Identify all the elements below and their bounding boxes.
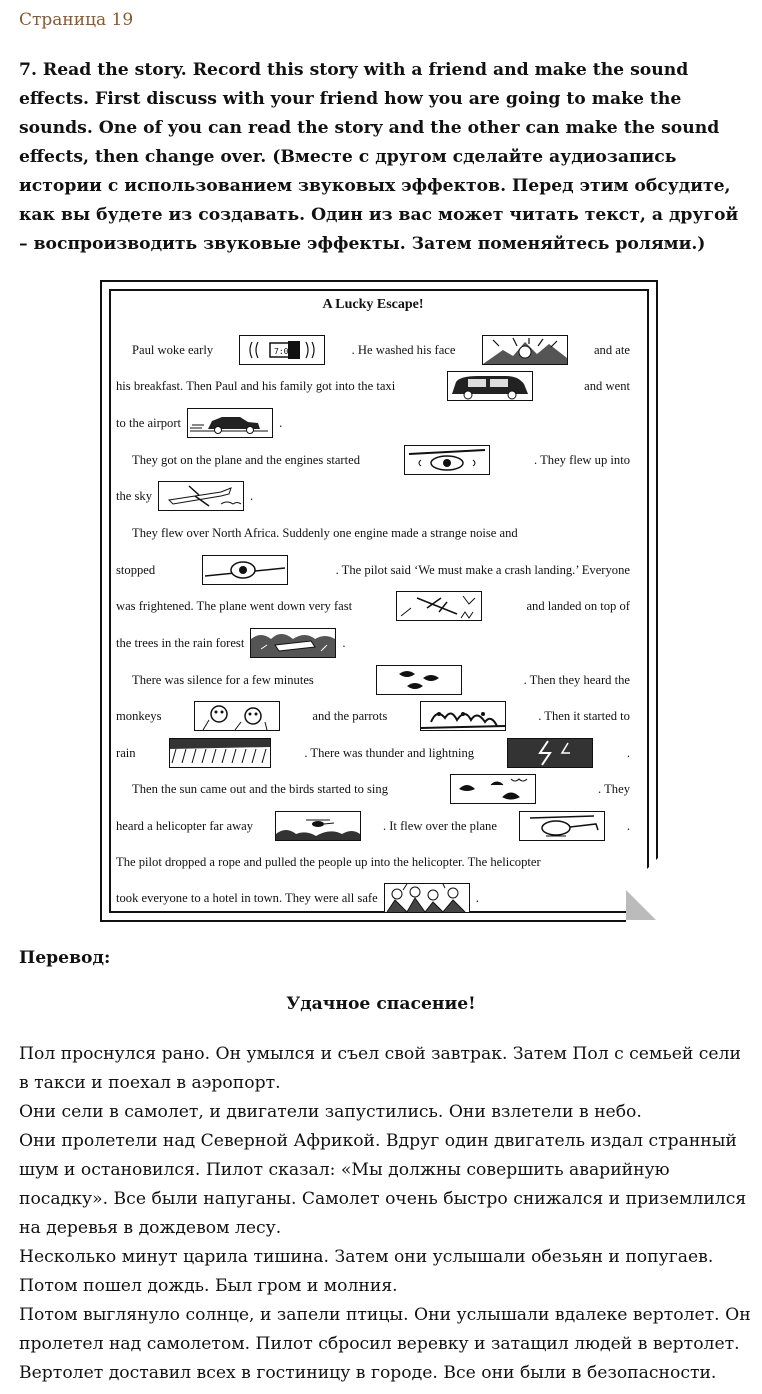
story-text-segment: his breakfast. Then Paul and his family got into the taxi [116,378,396,393]
story-text-segment: stopped [116,562,156,577]
story-line [116,628,630,658]
falling-plane-icon [396,591,482,621]
story-line [116,555,630,585]
translation-title: Удачное спасение! [286,994,476,1014]
crowd-icon [384,883,470,913]
story-text-segment: Paul woke early [132,342,214,357]
story-text-segment: rain [116,745,136,760]
story-line [116,738,630,768]
page-curl-icon [626,890,656,920]
birds-icon [450,774,536,804]
story-text-segment: and went [584,378,630,393]
story-text-segment: to the airport [116,415,182,430]
story-text-segment: There was silence for a few minutes [132,672,314,687]
story-line [116,518,630,548]
story-text-segment: was frightened. The plane went down very fast [116,598,353,613]
story-line [116,847,630,877]
story-text-segment: . They [598,781,630,796]
story-text-segment: They flew over North Africa. Suddenly one engine made a strange noise and [132,525,518,540]
translation-text [19,1040,754,1388]
story-line [116,481,630,511]
story-text-segment: . They flew up into [534,452,630,467]
story-text-segment: . Then it started to [538,708,630,723]
story-text-segment: took everyone to a hotel in town. They were all safe [116,890,378,905]
story-text-segment: monkeys [116,708,162,723]
story-text-segment: The pilot dropped a rope and pulled the people up into the helicopter. The helicopter [116,854,541,869]
story-text-segment: . There was thunder and lightning [304,745,475,760]
story-text-segment: . [279,415,283,430]
monkeys-icon [194,701,280,731]
story-line [116,811,630,841]
helicopter-icon [519,811,605,841]
silence-icon [376,665,462,695]
rain-icon [169,738,271,768]
translation-paragraph: Они пролетели над Северной Африкой. Вдруг один двигатель издал странный шум и остановился. Пилот сказал: «Мы должны совершить аварийную посадку». Все были напуганы. Самолет очень быстро снижался и приземлился на деревья в дождевом лесу. [19,1131,747,1238]
airplane-engine-icon [404,445,490,475]
story-text-segment: . It flew over the plane [382,818,497,833]
story-line [116,883,630,913]
engine-stopped-icon [202,555,288,585]
story-text-segment: . [342,635,346,650]
story-line [116,445,630,475]
story-text-segment: . He washed his face [351,342,456,357]
story-line [116,335,630,365]
story-text-segment: and ate [593,342,630,357]
car-icon [187,408,273,438]
story-text-segment: . [626,745,630,760]
translation-paragraph: Потом выглянуло солнце, и запели птицы. Они услышали вдалеке вертолет. Он пролетел над самолетом. Пилот сбросил веревку и затащил людей в вертолет. Вертолет доставил всех в гостиницу в городе. Все они были в безопасности. [19,1305,751,1383]
distant-helicopter-icon [275,811,361,841]
story-line [116,408,630,438]
story-text-segment: . [475,890,479,905]
story-line [116,371,630,401]
story-title: A Lucky Escape! [322,297,424,312]
story-line [116,774,630,804]
story-text-segment: . [250,488,254,503]
story-text-segment: . The pilot said ‘We must make a crash landing.’ Everyone [335,562,630,577]
translation-paragraph: Они сели в самолет, и двигатели запустились. Они взлетели в небо. [19,1102,642,1122]
story-text-segment: . Then they heard the [523,672,630,687]
flying-plane-icon [158,481,244,511]
rain-forest-icon [250,628,336,658]
story-text-segment: Then the sun came out and the birds started to sing [132,781,389,796]
translation-paragraph: Несколько минут царила тишина. Затем они услышали обезьян и попугаев. Потом пошел дождь. Был гром и молния. [19,1247,714,1296]
alarm-clock-icon [239,335,325,365]
story-line [116,701,630,731]
task-instruction: 7. Read the story. Record this story with a friend and make the sound effects. First discuss with your friend how you are going to make the sounds. One of you can read the story and the other can make the sound effects, then change over. (Вместе с другом сделайте аудиозапись истории с использованием звуковых эффектов. Перед этим обсудите, как вы будете из создавать. Один из вас может читать текст, а другой – воспроизводить звуковые эффекты. Затем поменяйтесь ролями.) [19,60,739,254]
parrots-icon [420,701,506,731]
svg-text:7:00: 7:00 [274,347,294,356]
face-washing-icon [482,335,568,365]
story-text-segment: and landed on top of [526,598,630,613]
translation-label: Перевод: [19,948,111,968]
translation-paragraph: Пол проснулся рано. Он умылся и съел свой завтрак. Затем Пол с семьей сели в такси и поехал в аэропорт. [19,1044,741,1093]
story-illustration [100,280,658,922]
storm-icon [507,738,593,768]
story-text-segment: and the parrots [312,708,388,723]
story-text-segment: . [626,818,630,833]
taxi-icon [447,371,533,401]
story-line [116,591,630,621]
story-text-segment: the sky [116,488,153,503]
story-text-segment: the trees in the rain forest [116,635,245,650]
story-text-segment: They got on the plane and the engines started [132,452,361,467]
story-line [116,665,630,695]
story-text-segment: heard a helicopter far away [116,818,254,833]
page-label: Страница 19 [19,10,134,30]
